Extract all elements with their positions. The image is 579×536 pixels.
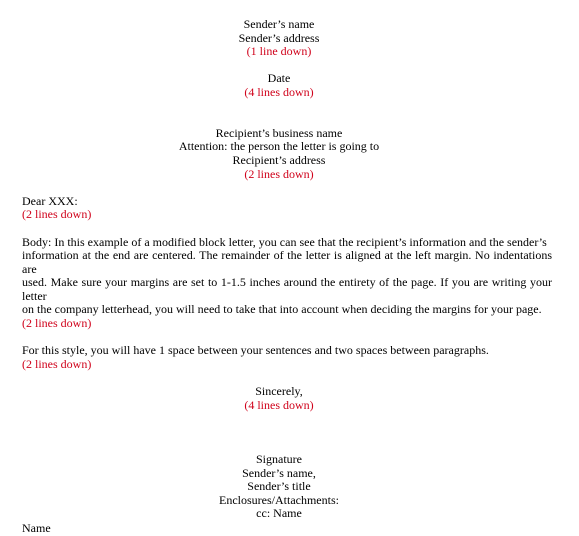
signature-title: Sender’s title [247,479,311,494]
recipient-address: Recipient’s address [232,152,326,167]
salutation-spacing-note: (2 lines down) [22,207,92,222]
enclosures-text: Enclosures/Attachments: [219,492,339,507]
sender-spacing-note: (1 line down) [246,44,312,59]
date-text: Date [267,71,291,86]
sender-address: Sender’s address [238,30,320,45]
sender-block [0,18,558,59]
footer-name: Name [22,520,51,535]
signature-name: Sender’s name, [242,465,316,480]
style-paragraph [22,344,579,371]
signature-text: Signature [256,452,302,466]
style-paragraph-text: For this style, you will have 1 space between your sentences and two spaces between paragraphs. [22,343,489,358]
recipient-business-name: Recipient’s business name [215,125,343,140]
salutation-text: Dear XXX: [22,193,78,208]
recipient-attention: Attention: the person the letter is going to [178,139,380,154]
style-paragraph-spacing-note: (2 lines down) [22,356,92,371]
cc-text: cc: Name [256,506,302,521]
letter-page [22,18,579,536]
recipient-block [0,127,558,181]
body-line: on the company letterhead, you will need to take that into account when deciding the margins for your page. [22,302,542,317]
closing-block [0,385,558,412]
salutation-block [22,195,579,222]
closing-text: Sincerely, [255,384,303,399]
body-line: Body: In this example of a modified block letter, you can see that the recipient’s information and the sender’s [22,234,547,249]
date-block [0,72,558,99]
date-spacing-note: (4 lines down) [244,84,314,99]
body-line: information at the end are centered. The remainder of the letter is aligned at the left margin. No indentations are [22,248,552,276]
body-paragraph [22,236,552,331]
recipient-spacing-note: (2 lines down) [244,166,314,181]
body-spacing-note: (2 lines down) [22,316,92,331]
footer-block [22,522,579,536]
sender-name: Sender’s name [243,17,315,31]
signature-block [0,453,558,521]
closing-spacing-note: (4 lines down) [244,397,314,412]
body-line: used. Make sure your margins are set to 1-1.5 inches around the entirety of the page. If you are writing your letter [22,275,552,303]
